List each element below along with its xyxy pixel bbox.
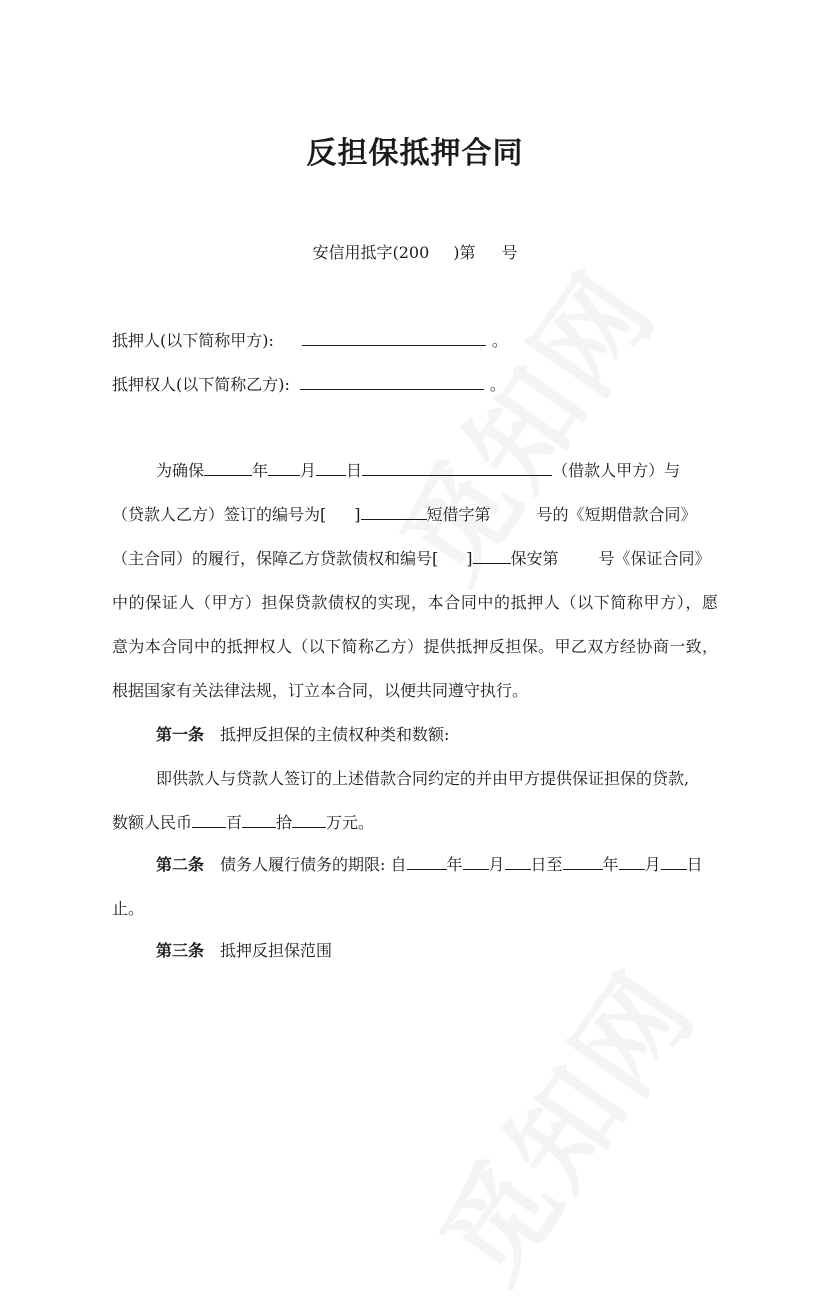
pledgee-blank[interactable] [300, 375, 484, 390]
document-number [0, 240, 830, 263]
preamble-text: ] [354, 505, 361, 524]
article-1-text: 万元。 [326, 813, 375, 832]
article-1-heading [156, 722, 449, 745]
preamble-text: 短借字第 [426, 505, 491, 524]
blank[interactable] [563, 855, 603, 870]
blank[interactable] [316, 461, 346, 476]
document-title: 反担保抵押合同 [306, 136, 524, 171]
preamble-text: 保安第 [510, 549, 559, 568]
pledgor-label: 抵押人(以下简称甲方): [112, 331, 274, 350]
borrower-blank[interactable] [362, 461, 552, 476]
blank[interactable] [463, 855, 489, 870]
blank[interactable] [204, 461, 252, 476]
preamble-line-2 [112, 502, 697, 525]
article-2-text: 日至 [530, 855, 563, 874]
article-2-text: 月 [644, 855, 661, 874]
article-3-label: 第三条 [156, 941, 205, 960]
article-1-text: 百 [226, 813, 243, 832]
article-1-text: 数额人民币 [112, 813, 193, 832]
doc-number-suffix: 号 [501, 243, 518, 262]
blank[interactable] [407, 855, 447, 870]
pledgee-end-mark: 。 [489, 375, 506, 394]
article-3-heading [156, 938, 332, 961]
blank[interactable] [242, 813, 276, 828]
article-2-text: 日 [686, 855, 703, 874]
pledgor-line [112, 328, 508, 351]
article-1-line-1: 即供款人与贷款人签订的上述借款合同约定的并由甲方提供保证担保的贷款, [156, 769, 690, 788]
article-2-text: 月 [488, 855, 505, 874]
article-2-label: 第二条 [156, 855, 205, 874]
blank[interactable] [473, 549, 511, 564]
article-1-title: 抵押反担保的主债权种类和数额: [220, 725, 450, 744]
preamble-text: 号的《短期借款合同》 [536, 505, 697, 524]
article-2-text: 年 [446, 855, 463, 874]
preamble-text: （借款人甲方）与 [552, 461, 681, 480]
article-1-line-2 [112, 810, 374, 833]
blank[interactable] [619, 855, 645, 870]
preamble-text: 日 [346, 461, 363, 480]
article-2-text: 年 [602, 855, 619, 874]
watermark-bottom [398, 1003, 662, 1296]
preamble-text: ] [466, 549, 473, 568]
pledgee-line [112, 372, 506, 395]
pledgor-end-mark: 。 [491, 331, 508, 350]
article-2-text: 债务人履行债务的期限: 自 [220, 855, 407, 874]
blank[interactable] [661, 855, 687, 870]
blank[interactable] [192, 813, 226, 828]
preamble-line-4: 中的保证人（甲方）担保贷款债权的实现，本合同中的抵押人（以下简称甲方），愿 [112, 593, 718, 612]
preamble-line-6: 根据国家有关法律法规，订立本合同，以便共同遵守执行。 [112, 681, 529, 700]
preamble-text: 月 [300, 461, 317, 480]
article-2-line-1 [156, 852, 703, 875]
preamble-text: （贷款人乙方）签订的编号为[ [112, 505, 327, 524]
blank[interactable] [505, 855, 531, 870]
pledgee-label: 抵押权人(以下简称乙方): [112, 375, 290, 394]
article-2-line-2: 止。 [112, 899, 145, 918]
article-1-label: 第一条 [156, 725, 205, 744]
preamble-line-1 [156, 458, 680, 481]
preamble-text: 为确保 [156, 461, 205, 480]
preamble-text: 号《保证合同》 [598, 549, 711, 568]
blank[interactable] [361, 505, 427, 520]
preamble-text: （主合同）的履行，保障乙方贷款债权和编号[ [112, 549, 439, 568]
doc-number-mid: )第 [453, 243, 476, 262]
preamble-text: 年 [252, 461, 269, 480]
preamble-line-3 [112, 546, 711, 569]
article-1-text: 拾 [276, 813, 293, 832]
pledgor-blank[interactable] [302, 331, 486, 346]
blank[interactable] [268, 461, 300, 476]
article-3-title: 抵押反担保范围 [220, 941, 333, 960]
doc-number-prefix: 安信用抵字(200 [312, 243, 430, 262]
blank[interactable] [292, 813, 326, 828]
preamble-line-5: 意为本合同中的抵押权人（以下简称乙方）提供抵押反担保。甲乙双方经协商一致， [112, 637, 718, 656]
